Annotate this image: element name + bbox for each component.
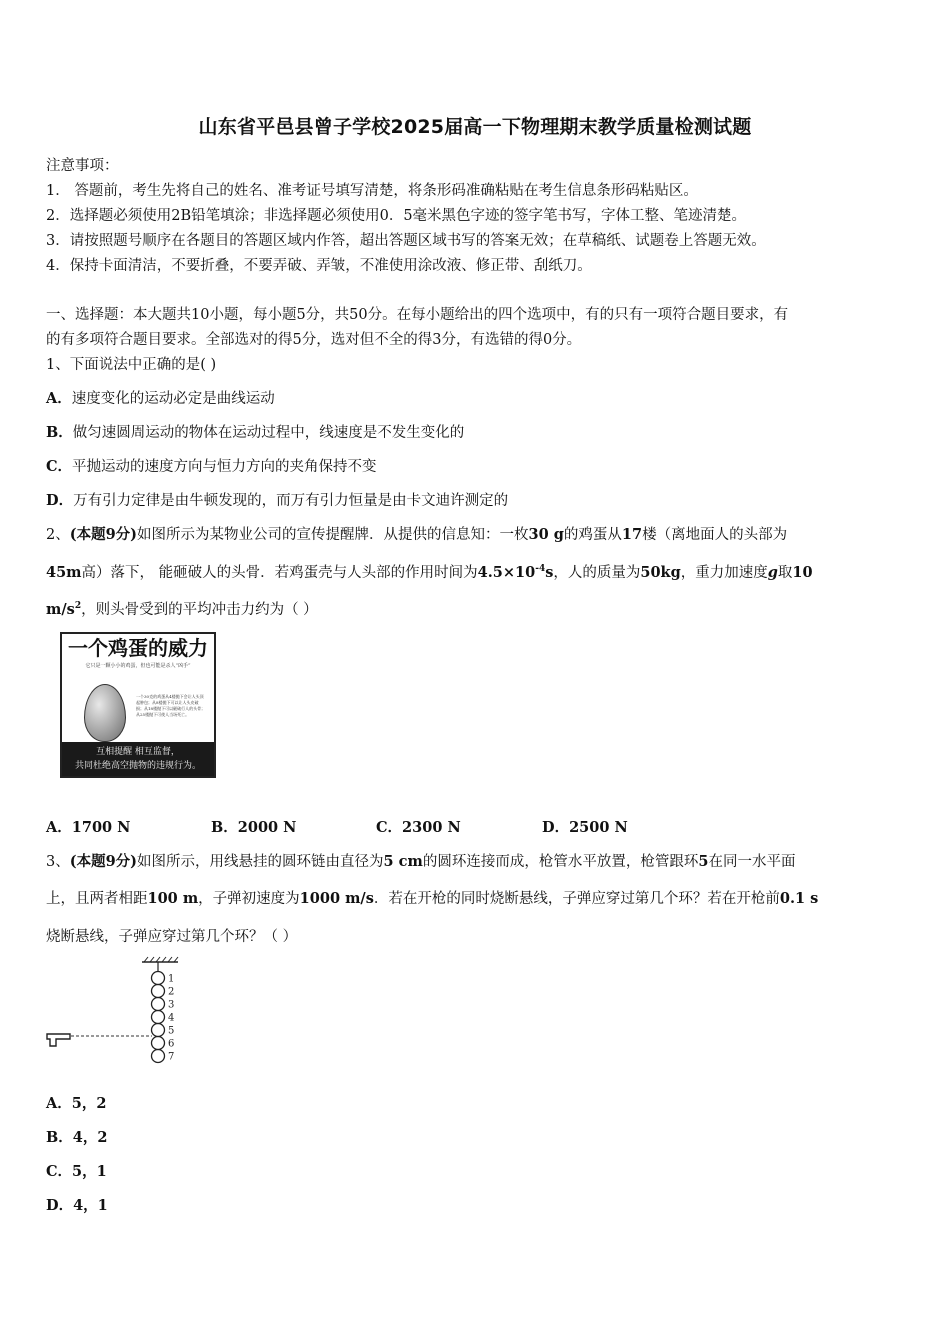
q3-text: ．若在开枪的同时烧断悬线，子弹应穿过第几个环？若在开枪前 bbox=[373, 891, 780, 907]
ring-label: 5 bbox=[168, 1025, 175, 1037]
option-label: A． bbox=[46, 1095, 72, 1112]
q1-stem: 1、下面说法中正确的是( ) bbox=[46, 357, 217, 373]
q3-score: (本题9分) bbox=[69, 853, 138, 870]
poster-headline: 一个鸡蛋的威力 bbox=[68, 636, 208, 660]
section-intro-line: 一、选择题：本大题共10小题，每小题5分，共50分。在每小题给出的四个选项中，有的只有一项符合题目要求，有 bbox=[46, 307, 789, 323]
q3-diameter: 5 cm bbox=[383, 853, 423, 870]
ring-4 bbox=[152, 1011, 165, 1024]
notice-item: 1． 答题前，考生先将自己的姓名、准考证号填写清楚，将条形码准确粘贴在考生信息条形码粘贴区。 bbox=[46, 183, 698, 199]
q2-option-d bbox=[542, 816, 628, 837]
notice-item: 4．保持卡面清洁，不要折叠，不要弄破、弄皱，不准使用涂改液、修正带、刮纸刀。 bbox=[46, 258, 592, 274]
q2-text: 楼（离地面人的头部为 bbox=[642, 527, 788, 543]
ring-7 bbox=[152, 1050, 165, 1063]
egg-warning-poster bbox=[60, 632, 216, 778]
q3-text: 如图所示，用线悬挂的圆环链由直径为 bbox=[137, 854, 384, 870]
q3-text: 的圆环连接而成，枪管水平放置，枪管跟环 bbox=[422, 854, 699, 870]
option-text: 1700 N bbox=[71, 819, 131, 836]
notice-heading: 注意事项： bbox=[46, 158, 119, 174]
q2-time-exponent: -4 bbox=[535, 564, 546, 575]
poster-footer bbox=[62, 742, 214, 776]
option-label: B． bbox=[46, 424, 73, 441]
q2-score: (本题9分) bbox=[69, 526, 138, 543]
option-text: 2000 N bbox=[237, 819, 297, 836]
ring-label: 3 bbox=[168, 999, 175, 1011]
q2-unit: m/s bbox=[46, 601, 75, 618]
ring-chain-figure bbox=[44, 954, 194, 1069]
poster-footer-line: 共同杜绝高空抛物的违规行为。 bbox=[74, 761, 201, 771]
option-text: 2300 N bbox=[402, 819, 461, 836]
q2-unit-exponent: 2 bbox=[74, 601, 82, 612]
q3-option-a bbox=[46, 1092, 106, 1113]
option-label: B． bbox=[46, 1129, 73, 1146]
poster-subline: 它只是一颗小小的鸡蛋，但也可能是杀人“凶手” bbox=[85, 663, 191, 669]
ring-label: 2 bbox=[168, 986, 175, 998]
q2-text: 高）落下， 能砸破人的头骨．若鸡蛋壳与人头部的作用时间为 bbox=[81, 565, 478, 581]
q3-stem-line1 bbox=[46, 850, 916, 871]
option-text: 万有引力定律是由牛顿发现的，而万有引力恒量是由卡文迪许测定的 bbox=[73, 493, 509, 509]
option-label: C． bbox=[46, 1163, 73, 1180]
q3-stem-line3: 烧断悬线，子弹应穿过第几个环？（ ） bbox=[46, 929, 298, 945]
egg-image bbox=[84, 684, 126, 742]
option-label: A． bbox=[46, 819, 72, 836]
option-text: 4，1 bbox=[73, 1197, 108, 1214]
q3-pre-time: 0.1 s bbox=[779, 890, 819, 907]
option-label: D． bbox=[542, 819, 570, 836]
q1-option-b bbox=[46, 421, 916, 442]
q2-time: 4.5×10 bbox=[477, 564, 536, 581]
q3-distance: 100 m bbox=[147, 890, 199, 907]
q2-height: 45m bbox=[46, 564, 82, 581]
option-text: 5，1 bbox=[72, 1163, 107, 1180]
option-label: B． bbox=[211, 819, 238, 836]
q1-option-a bbox=[46, 387, 916, 408]
q3-option-b bbox=[46, 1126, 107, 1147]
ring-3 bbox=[152, 998, 165, 1011]
q3-option-c bbox=[46, 1160, 107, 1181]
q2-text: ，人的质量为 bbox=[553, 565, 641, 581]
q1-option-c bbox=[46, 455, 916, 476]
q2-text: 取 bbox=[777, 565, 793, 581]
ring-1 bbox=[152, 972, 165, 985]
q2-stem-line3 bbox=[46, 598, 916, 619]
q2-floor: 17 bbox=[621, 526, 643, 543]
ceiling-hatch bbox=[142, 957, 178, 962]
poster-body: 一个30克的鸡蛋从4楼抛下会让人头顶起肿包；从8楼抛下可以让人头皮破损；从18楼抛下可以砸破行人的头骨；从25楼抛下可使人当场死亡。 bbox=[136, 694, 206, 717]
q2-stem-line2 bbox=[46, 561, 916, 582]
q3-ring: 5 bbox=[698, 853, 709, 870]
option-text: 平抛运动的速度方向与恒力方向的夹角保持不变 bbox=[72, 459, 377, 475]
ring-2 bbox=[152, 985, 165, 998]
ring-chain bbox=[152, 972, 175, 1063]
section-intro-line: 的有多项符合题目要求。全部选对的得5分，选对但不全的得3分，有选错的得0分。 bbox=[46, 332, 582, 348]
option-text: 5，2 bbox=[71, 1095, 107, 1112]
poster-footer-line: 互相提醒 相互监督， bbox=[96, 747, 180, 757]
q3-speed: 1000 m/s bbox=[299, 890, 374, 907]
option-text: 4，2 bbox=[72, 1129, 108, 1146]
q2-text: ，重力加速度 bbox=[680, 565, 768, 581]
option-label: D． bbox=[46, 1197, 74, 1214]
q2-option-b bbox=[211, 816, 296, 837]
ring-label: 7 bbox=[168, 1051, 175, 1063]
q2-option-a bbox=[46, 816, 130, 837]
q3-text: ，子弹初速度为 bbox=[198, 891, 300, 907]
q2-mass: 30 g bbox=[528, 526, 564, 543]
q2-text: ，则头骨受到的平均冲击力约为（ ） bbox=[81, 602, 318, 618]
q2-person-mass: 50kg bbox=[640, 564, 681, 581]
ring-label: 4 bbox=[168, 1012, 175, 1024]
q1-option-d bbox=[46, 489, 916, 510]
q2-g-symbol: g bbox=[767, 564, 778, 581]
option-label: A． bbox=[46, 390, 72, 407]
ring-label: 1 bbox=[168, 973, 175, 985]
notice-item: 3．请按照题号顺序在各题目的答题区域内作答，超出答题区域书写的答案无效；在草稿纸、试题卷上答题无效。 bbox=[46, 233, 766, 249]
q3-option-d bbox=[46, 1194, 108, 1215]
q2-time-unit: s bbox=[545, 564, 554, 581]
q2-number: 2、 bbox=[46, 527, 70, 543]
q3-stem-line2 bbox=[46, 887, 916, 908]
q2-text: 的鸡蛋从 bbox=[563, 527, 622, 543]
option-text: 2500 N bbox=[569, 819, 628, 836]
option-label: D． bbox=[46, 492, 74, 509]
ring-6 bbox=[152, 1037, 165, 1050]
q2-option-c bbox=[376, 816, 461, 837]
ring-label: 6 bbox=[168, 1038, 175, 1050]
q2-stem-line1 bbox=[46, 523, 916, 544]
option-label: C． bbox=[376, 819, 403, 836]
option-text: 做匀速圆周运动的物体在运动过程中，线速度是不发生变化的 bbox=[72, 425, 465, 441]
q3-text: 在同一水平面 bbox=[708, 854, 796, 870]
q2-g-value: 10 bbox=[792, 564, 813, 581]
option-text: 速度变化的运动必定是曲线运动 bbox=[71, 391, 275, 407]
q3-text: 上，且两者相距 bbox=[46, 891, 148, 907]
notice-item: 2．选择题必须使用2B铅笔填涂；非选择题必须使用0．5毫米黑色字迹的签字笔书写，字体工整、笔迹清楚。 bbox=[46, 208, 747, 224]
q3-number: 3、 bbox=[46, 854, 70, 870]
gun-icon bbox=[47, 1034, 70, 1046]
ring-5 bbox=[152, 1024, 165, 1037]
option-label: C． bbox=[46, 458, 73, 475]
q2-text: 如图所示为某物业公司的宣传提醒牌．从提供的信息知：一枚 bbox=[137, 527, 529, 543]
page-title: 山东省平邑县曾子学校2025届高一下物理期末教学质量检测试题 bbox=[198, 116, 752, 138]
